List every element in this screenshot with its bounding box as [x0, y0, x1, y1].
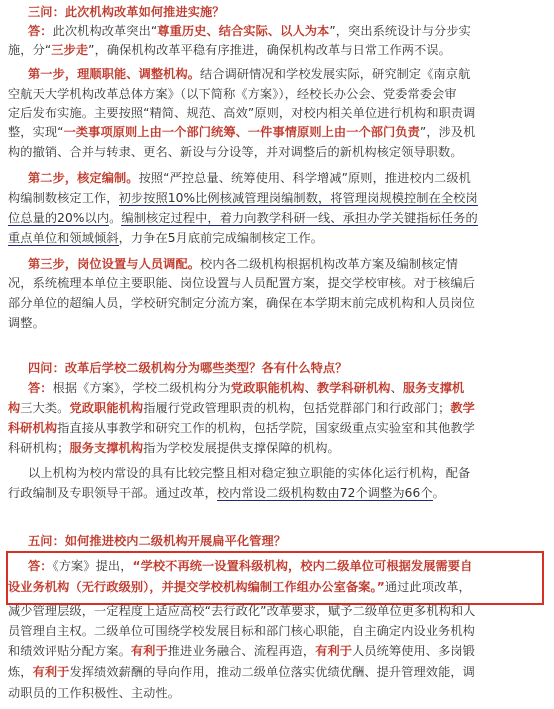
section4-line5: 以上机构为校内常设的具有比较完整且相对稳定独立职能的实体化运行机构，配备 [28, 466, 471, 480]
section4-line2: 构三大类。党政职能机构指履行党政管理职责的机构，包括党群部门和行政部门；教学 [8, 401, 475, 415]
step1-line2: 空航天大学机构改革总体方案》（以下简称《方案》），经校长办公会、党委常委会审 [8, 87, 457, 101]
section5-line1: 答：《方案》提出，“学校不再统一设置科级机构，校内二级单位可根据发展需要自 [28, 559, 473, 573]
step1-line5: 构的撤销、合并与转隶、更名、新设与分设等，并对调整后的新机构核定领导职数。 [8, 145, 463, 159]
section5-line5: 和绩效评贴分配方案。有利于推进业务融合、流程再造，有利于人员统筹使用、多岗锻 [8, 644, 475, 658]
step2-line2: 构编制数核定工作，初步按照10%比例核减管理岗编制数，将管理岗规模控制在全校岗 [8, 191, 478, 205]
step1-line3: 定后发布实施。主要按照“精简、规范、高效”原则，对校内相关单位进行机构和职责调 [8, 106, 476, 120]
step2-line4: 重点单位和领域倾斜，力争在5月底前完成编制核定工作。 [8, 231, 324, 245]
section3-answer-line2: 施，分“三步走”，确保机构改革平稳有序推进，确保机构改革与日常工作两不误。 [8, 43, 451, 57]
step3-line2: 况，系统梳理本单位主要职能、岗位设置与人员配置方案，提交学校审核。对于核编后 [8, 276, 475, 290]
section5-line6: 炼，有利于发挥绩效薪酬的导向作用，推动二级单位落实优绩优酬、提升管理效能，调 [8, 665, 475, 679]
step1-line4: 整，实现“一类事项原则上由一个部门统筹、一件事情原则上由一个部门负责”，涉及机 [8, 125, 476, 139]
section4-line3: 科研机构指直接从事教学和研究工作的机构，包括学院，国家级重点实验室和其他教学 [8, 421, 475, 435]
section5-line2: 设业务机构（无行政级别），并提交学校机构编制工作组办公室备案。”通过此项改革， [8, 580, 471, 594]
section3-question: 三问：此次机构改革如何推进实施？ [28, 5, 225, 19]
section5-line7: 动职员的工作积极性、主动性。 [8, 686, 181, 700]
section5-question: 五问：如何推进校内二级机构开展扁平化管理？ [28, 534, 287, 548]
section4-line4: 科研机构；服务支撑机构指为学校发展提供支撑保障的机构。 [8, 441, 340, 455]
step3-line3: 部分单位的超编人员，学校研究制定分流方案，确保在本学期末前完成机构和人员岗位 [8, 296, 475, 310]
step1-line1: 第一步，理顺职能、调整机构。结合调研情况和学校发展实际，研究制定《南京航 [28, 67, 471, 81]
step2-line3: 位总量的20%以内。编制核定过程中，着力向教学科研一线、承担办学关键指标任务的 [8, 211, 478, 225]
section3-answer-line1: 答：此次机构改革突出“尊重历史、结合实际、以人为本”，突出系统设计与分步实 [28, 24, 471, 38]
section5-line3: 减少管理层级，一定程度上适应高校“去行政化”改革要求，赋予二级单位更多机构和人 [8, 604, 476, 618]
section4-question: 四问：改革后学校二级机构分为哪些类型？各有什么特点？ [28, 361, 348, 375]
step3-line1: 第三步，岗位设置与人员调配。校内各二级机构根据机构改革方案及编制核定情 [28, 257, 459, 271]
section4-line1: 答：根据《方案》，学校二级机构分为党政职能机构、教学科研机构、服务支撑机 [28, 381, 465, 395]
section4-line6: 行政编制及专职领导干部。通过改革，校内常设二级机构数由72个调整为66个。 [8, 486, 445, 500]
step2-line1: 第二步，核定编制。按照“严控总量、统筹使用、科学增减”原则，推进校内二级机 [28, 171, 471, 185]
step3-line4: 调整。 [8, 316, 45, 330]
section5-line4: 员管理自主权。二级单位可围绕学校发展目标和部门核心职能，自主确定内设业务机构 [8, 624, 475, 638]
